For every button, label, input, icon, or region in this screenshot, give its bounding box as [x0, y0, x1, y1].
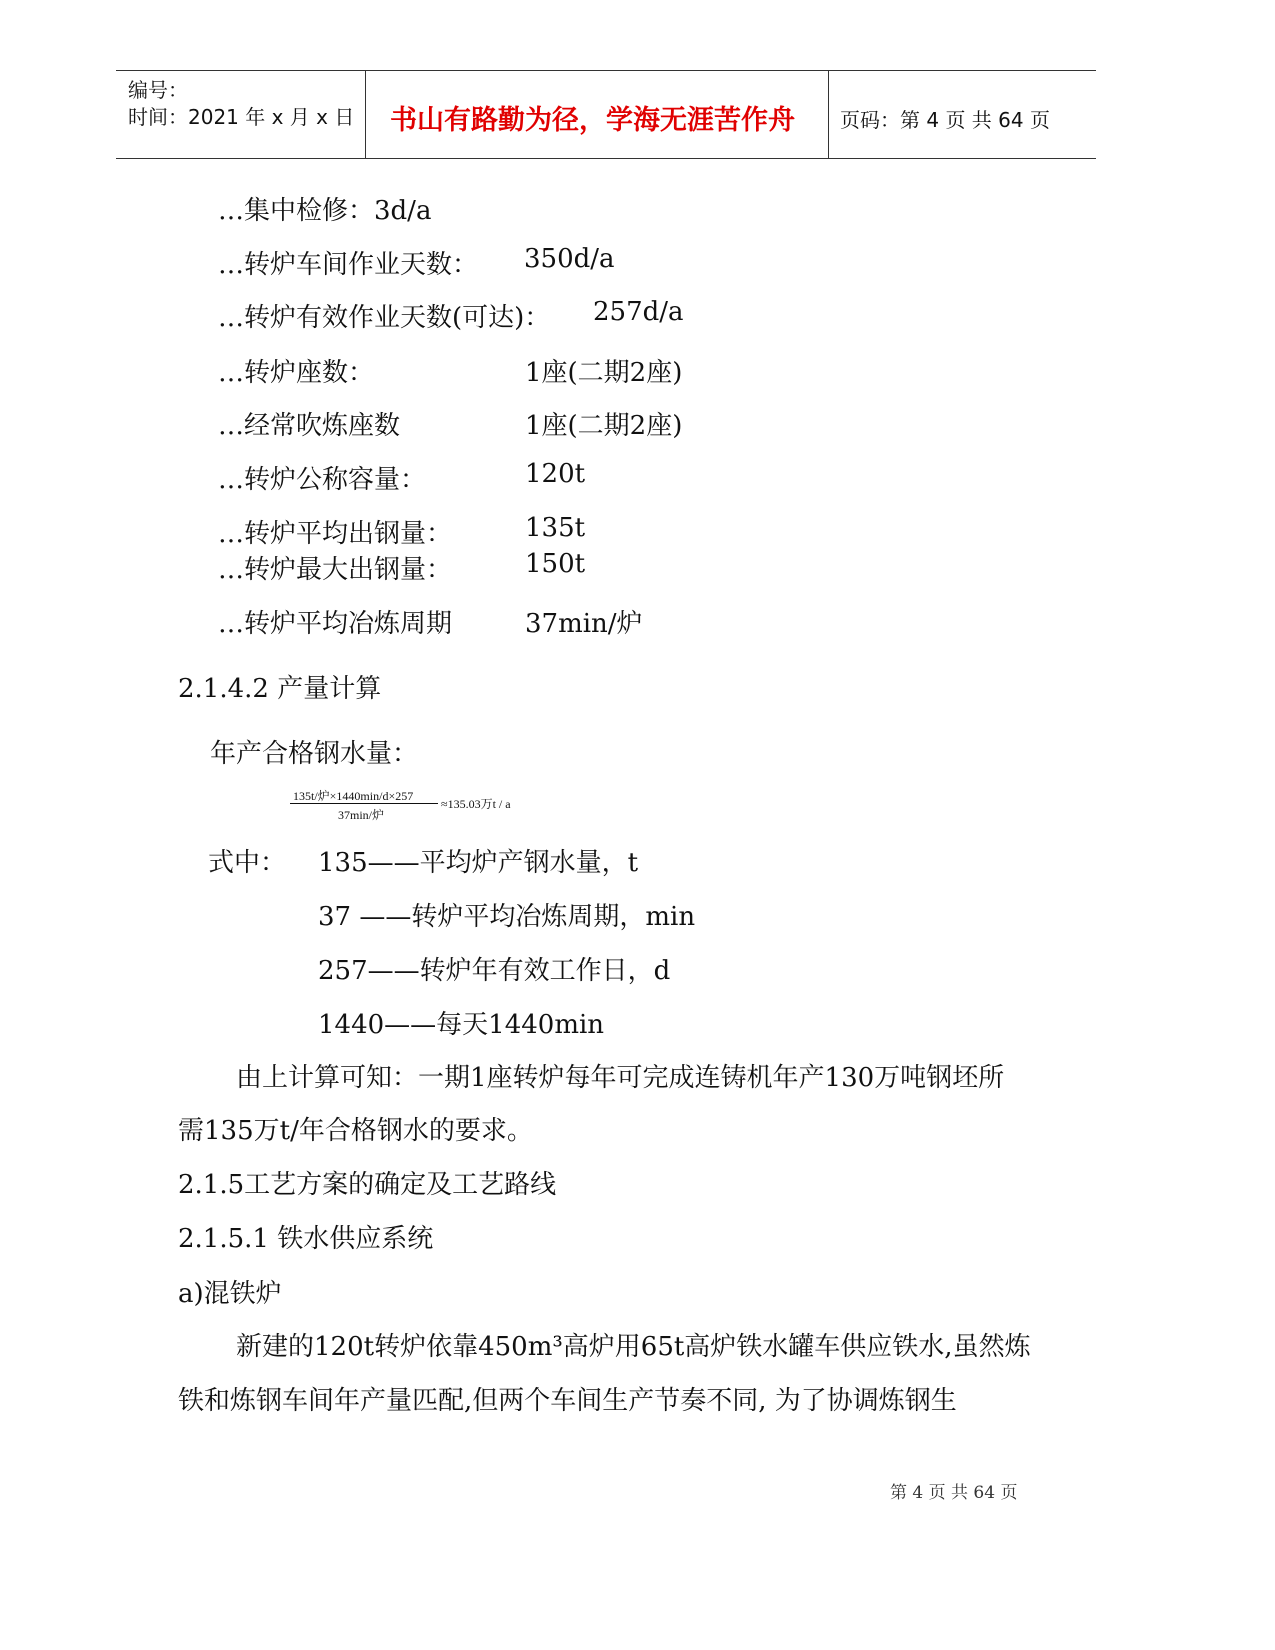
formula-numerator: 135t/炉×1440min/d×257	[293, 789, 414, 803]
formula-result: ≈135.03万t / a	[441, 797, 511, 811]
header-page-label: 页码：第 4 页 共 64 页	[840, 108, 1050, 132]
header-divider-right	[828, 70, 829, 159]
parameter-row	[218, 405, 918, 439]
formula-denominator: 37min/炉	[338, 808, 385, 822]
parameter-value: 37min/炉	[525, 609, 643, 639]
definition-item: 135——平均炉产钢水量，t	[318, 848, 639, 878]
parameter-label: …经常吹炼座数	[218, 411, 401, 441]
where-label: 式中：	[208, 848, 287, 878]
page-footer: 第 4 页 共 64 页	[890, 1483, 1018, 1503]
formula-fraction-bar	[290, 803, 438, 804]
parameter-row	[218, 513, 918, 547]
header-serial-label: 编号：	[128, 78, 188, 102]
header-time-label: 时间：2021 年 x 月 x 日	[128, 105, 355, 129]
conclusion-line-1: 由上计算可知：一期1座转炉每年可完成连铸机年产130万吨钢坯所	[236, 1063, 1005, 1093]
conclusion-line-2: 需135万t/年合格钢水的要求。	[178, 1116, 533, 1146]
parameter-row	[218, 190, 918, 224]
paragraph-1-line-2: 铁和炼钢车间年产量匹配,但两个车间生产节奏不同, 为了协调炼钢生	[178, 1386, 957, 1416]
parameter-label: …集中检修：3d/a	[218, 196, 432, 226]
parameter-label: …转炉有效作业天数(可达)：	[218, 303, 551, 333]
parameter-label: …转炉座数：	[218, 358, 375, 388]
definition-item: 1440——每天1440min	[318, 1010, 605, 1040]
parameter-row	[218, 549, 918, 583]
parameter-label: …转炉车间作业天数：	[218, 250, 479, 280]
definition-item: 37 ——转炉平均冶炼周期，min	[318, 902, 696, 932]
parameter-label: …转炉平均冶炼周期	[218, 609, 453, 639]
header-divider-left	[365, 70, 366, 159]
parameter-value: 1座(二期2座)	[525, 411, 683, 441]
parameter-value: 257d/a	[593, 297, 684, 327]
parameter-row	[218, 603, 918, 637]
parameter-row	[218, 297, 918, 331]
header-bottom-border	[116, 158, 1096, 159]
parameter-row	[218, 459, 918, 493]
header-top-border	[116, 70, 1096, 71]
parameter-row	[218, 244, 918, 278]
item-a-mixer: a)混铁炉	[178, 1279, 282, 1309]
parameter-label: …转炉平均出钢量：	[218, 519, 453, 549]
annual-output-label: 年产合格钢水量：	[210, 739, 419, 769]
section-heading-calc: 2.1.4.2 产量计算	[178, 674, 382, 704]
parameter-value: 135t	[525, 513, 586, 543]
paragraph-1-line-1: 新建的120t转炉依靠450m³高炉用65t高炉铁水罐车供应铁水,虽然炼	[236, 1332, 1031, 1362]
parameter-value: 350d/a	[524, 244, 615, 274]
parameter-label: …转炉公称容量：	[218, 465, 427, 495]
parameter-value: 1座(二期2座)	[525, 358, 683, 388]
parameter-row	[218, 352, 918, 386]
section-heading-supply: 2.1.5.1 铁水供应系统	[178, 1224, 434, 1254]
section-heading-process: 2.1.5工艺方案的确定及工艺路线	[178, 1170, 557, 1200]
parameter-label: …转炉最大出钢量：	[218, 555, 453, 585]
definition-item: 257——转炉年有效工作日，d	[318, 956, 671, 986]
parameter-value: 150t	[525, 549, 586, 579]
parameter-value: 120t	[525, 459, 586, 489]
header-motto: 书山有路勤为径，学海无涯苦作舟	[390, 105, 795, 136]
